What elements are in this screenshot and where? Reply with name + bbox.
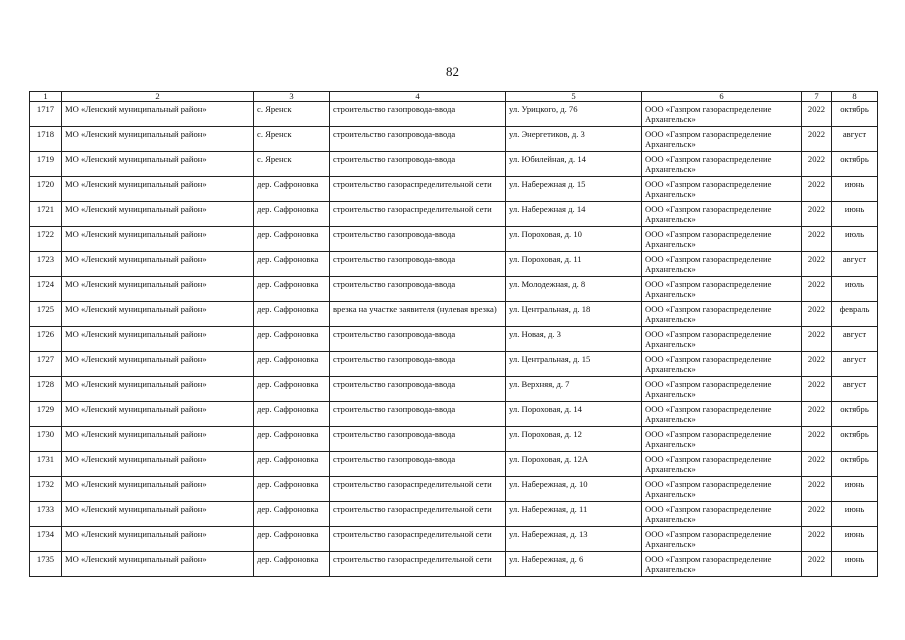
header-row [30, 92, 878, 102]
municipality-cell: МО «Ленский муниципальный район» [62, 352, 254, 377]
municipality-cell: МО «Ленский муниципальный район» [62, 427, 254, 452]
address-cell: ул. Урицкого, д. 76 [506, 102, 642, 127]
organization-cell: ООО «Газпром газораспределение Архангельск» [642, 352, 802, 377]
row-number-cell: 1721 [30, 202, 62, 227]
settlement-cell: дер. Сафроновка [254, 552, 330, 577]
table-row [30, 527, 878, 552]
address-cell: ул. Набережная, д. 10 [506, 477, 642, 502]
municipality-cell: МО «Ленский муниципальный район» [62, 552, 254, 577]
row-number-cell: 1720 [30, 177, 62, 202]
settlement-cell: дер. Сафроновка [254, 402, 330, 427]
municipality-cell: МО «Ленский муниципальный район» [62, 402, 254, 427]
month-cell: июнь [832, 527, 878, 552]
row-number-cell: 1735 [30, 552, 62, 577]
organization-cell: ООО «Газпром газораспределение Архангельск» [642, 552, 802, 577]
address-cell: ул. Набережная, д. 13 [506, 527, 642, 552]
organization-cell: ООО «Газпром газораспределение Архангельск» [642, 152, 802, 177]
row-number-cell: 1725 [30, 302, 62, 327]
row-number-cell: 1717 [30, 102, 62, 127]
month-cell: июнь [832, 202, 878, 227]
organization-cell: ООО «Газпром газораспределение Архангельск» [642, 327, 802, 352]
table-row [30, 277, 878, 302]
year-cell: 2022 [802, 477, 832, 502]
month-cell: август [832, 127, 878, 152]
year-cell: 2022 [802, 152, 832, 177]
table-row [30, 552, 878, 577]
work-type-cell: строительство газопровода-ввода [330, 102, 506, 127]
table-row [30, 502, 878, 527]
work-type-cell: строительство газопровода-ввода [330, 252, 506, 277]
municipality-cell: МО «Ленский муниципальный район» [62, 127, 254, 152]
settlement-cell: дер. Сафроновка [254, 177, 330, 202]
organization-cell: ООО «Газпром газораспределение Архангельск» [642, 252, 802, 277]
month-cell: июнь [832, 477, 878, 502]
municipality-cell: МО «Ленский муниципальный район» [62, 477, 254, 502]
row-number-cell: 1729 [30, 402, 62, 427]
work-type-cell: строительство газопровода-ввода [330, 402, 506, 427]
municipality-cell: МО «Ленский муниципальный район» [62, 302, 254, 327]
work-type-cell: строительство газопровода-ввода [330, 352, 506, 377]
work-type-cell: строительство газопровода-ввода [330, 377, 506, 402]
organization-cell: ООО «Газпром газораспределение Архангельск» [642, 302, 802, 327]
work-type-cell: строительство газопровода-ввода [330, 277, 506, 302]
address-cell: ул. Новая, д. 3 [506, 327, 642, 352]
municipality-cell: МО «Ленский муниципальный район» [62, 227, 254, 252]
work-type-cell: строительство газораспределительной сети [330, 502, 506, 527]
year-cell: 2022 [802, 327, 832, 352]
organization-cell: ООО «Газпром газораспределение Архангельск» [642, 127, 802, 152]
address-cell: ул. Пороховая, д. 11 [506, 252, 642, 277]
row-number-cell: 1722 [30, 227, 62, 252]
address-cell: ул. Энергетиков, д. 3 [506, 127, 642, 152]
year-cell: 2022 [802, 302, 832, 327]
year-cell: 2022 [802, 402, 832, 427]
table-row [30, 452, 878, 477]
table-header [30, 92, 878, 102]
work-type-cell: строительство газопровода-ввода [330, 152, 506, 177]
month-cell: октябрь [832, 402, 878, 427]
municipality-cell: МО «Ленский муниципальный район» [62, 327, 254, 352]
page-number: 82 [446, 64, 459, 79]
header-cell: 1 [30, 92, 62, 102]
month-cell: август [832, 252, 878, 277]
year-cell: 2022 [802, 252, 832, 277]
work-type-cell: строительство газопровода-ввода [330, 127, 506, 152]
settlement-cell: дер. Сафроновка [254, 202, 330, 227]
row-number-cell: 1733 [30, 502, 62, 527]
header-cell: 2 [62, 92, 254, 102]
organization-cell: ООО «Газпром газораспределение Архангельск» [642, 527, 802, 552]
settlement-cell: дер. Сафроновка [254, 277, 330, 302]
table-row [30, 377, 878, 402]
row-number-cell: 1718 [30, 127, 62, 152]
table-row [30, 202, 878, 227]
table-body [30, 102, 878, 577]
settlement-cell: дер. Сафроновка [254, 302, 330, 327]
row-number-cell: 1723 [30, 252, 62, 277]
month-cell: февраль [832, 302, 878, 327]
organization-cell: ООО «Газпром газораспределение Архангельск» [642, 202, 802, 227]
address-cell: ул. Центральная, д. 15 [506, 352, 642, 377]
address-cell: ул. Набережная д. 14 [506, 202, 642, 227]
settlement-cell: дер. Сафроновка [254, 452, 330, 477]
municipality-cell: МО «Ленский муниципальный район» [62, 102, 254, 127]
table-row [30, 477, 878, 502]
row-number-cell: 1724 [30, 277, 62, 302]
settlement-cell: дер. Сафроновка [254, 377, 330, 402]
address-cell: ул. Набережная д. 15 [506, 177, 642, 202]
data-table [29, 91, 878, 577]
table-row [30, 127, 878, 152]
work-type-cell: строительство газораспределительной сети [330, 527, 506, 552]
organization-cell: ООО «Газпром газораспределение Архангельск» [642, 477, 802, 502]
row-number-cell: 1731 [30, 452, 62, 477]
month-cell: август [832, 377, 878, 402]
address-cell: ул. Пороховая, д. 14 [506, 402, 642, 427]
work-type-cell: строительство газопровода-ввода [330, 327, 506, 352]
settlement-cell: дер. Сафроновка [254, 352, 330, 377]
row-number-cell: 1734 [30, 527, 62, 552]
year-cell: 2022 [802, 102, 832, 127]
municipality-cell: МО «Ленский муниципальный район» [62, 252, 254, 277]
table-row [30, 302, 878, 327]
year-cell: 2022 [802, 127, 832, 152]
settlement-cell: дер. Сафроновка [254, 477, 330, 502]
row-number-cell: 1726 [30, 327, 62, 352]
table-row [30, 227, 878, 252]
row-number-cell: 1719 [30, 152, 62, 177]
month-cell: октябрь [832, 427, 878, 452]
table-row [30, 352, 878, 377]
settlement-cell: дер. Сафроновка [254, 327, 330, 352]
settlement-cell: с. Яренск [254, 102, 330, 127]
organization-cell: ООО «Газпром газораспределение Архангельск» [642, 177, 802, 202]
work-type-cell: строительство газораспределительной сети [330, 552, 506, 577]
municipality-cell: МО «Ленский муниципальный район» [62, 452, 254, 477]
work-type-cell: строительство газораспределительной сети [330, 202, 506, 227]
year-cell: 2022 [802, 352, 832, 377]
month-cell: июнь [832, 177, 878, 202]
address-cell: ул. Юбилейная, д. 14 [506, 152, 642, 177]
year-cell: 2022 [802, 452, 832, 477]
municipality-cell: МО «Ленский муниципальный район» [62, 377, 254, 402]
municipality-cell: МО «Ленский муниципальный район» [62, 177, 254, 202]
month-cell: октябрь [832, 452, 878, 477]
row-number-cell: 1728 [30, 377, 62, 402]
month-cell: июль [832, 277, 878, 302]
year-cell: 2022 [802, 227, 832, 252]
table-row [30, 152, 878, 177]
organization-cell: ООО «Газпром газораспределение Архангельск» [642, 427, 802, 452]
address-cell: ул. Верхняя, д. 7 [506, 377, 642, 402]
work-type-cell: строительство газораспределительной сети [330, 177, 506, 202]
organization-cell: ООО «Газпром газораспределение Архангельск» [642, 452, 802, 477]
organization-cell: ООО «Газпром газораспределение Архангельск» [642, 377, 802, 402]
row-number-cell: 1730 [30, 427, 62, 452]
address-cell: ул. Центральная, д. 18 [506, 302, 642, 327]
municipality-cell: МО «Ленский муниципальный район» [62, 202, 254, 227]
organization-cell: ООО «Газпром газораспределение Архангельск» [642, 277, 802, 302]
address-cell: ул. Пороховая, д. 12 [506, 427, 642, 452]
header-cell: 6 [642, 92, 802, 102]
month-cell: октябрь [832, 152, 878, 177]
month-cell: июнь [832, 552, 878, 577]
row-number-cell: 1732 [30, 477, 62, 502]
table-row [30, 177, 878, 202]
address-cell: ул. Молодежная, д. 8 [506, 277, 642, 302]
year-cell: 2022 [802, 552, 832, 577]
organization-cell: ООО «Газпром газораспределение Архангельск» [642, 502, 802, 527]
settlement-cell: дер. Сафроновка [254, 502, 330, 527]
header-cell: 8 [832, 92, 878, 102]
municipality-cell: МО «Ленский муниципальный район» [62, 152, 254, 177]
year-cell: 2022 [802, 377, 832, 402]
settlement-cell: дер. Сафроновка [254, 252, 330, 277]
header-cell: 7 [802, 92, 832, 102]
table-row [30, 327, 878, 352]
header-cell: 5 [506, 92, 642, 102]
table-row [30, 402, 878, 427]
header-cell: 3 [254, 92, 330, 102]
work-type-cell: врезка на участке заявителя (нулевая врезка) [330, 302, 506, 327]
year-cell: 2022 [802, 502, 832, 527]
table-row [30, 252, 878, 277]
year-cell: 2022 [802, 427, 832, 452]
municipality-cell: МО «Ленский муниципальный район» [62, 277, 254, 302]
month-cell: июнь [832, 502, 878, 527]
settlement-cell: с. Яренск [254, 127, 330, 152]
work-type-cell: строительство газопровода-ввода [330, 227, 506, 252]
year-cell: 2022 [802, 177, 832, 202]
year-cell: 2022 [802, 277, 832, 302]
header-cell: 4 [330, 92, 506, 102]
table-row [30, 102, 878, 127]
settlement-cell: дер. Сафроновка [254, 427, 330, 452]
organization-cell: ООО «Газпром газораспределение Архангельск» [642, 227, 802, 252]
address-cell: ул. Пороховая, д. 12А [506, 452, 642, 477]
settlement-cell: дер. Сафроновка [254, 527, 330, 552]
address-cell: ул. Набережная, д. 6 [506, 552, 642, 577]
year-cell: 2022 [802, 202, 832, 227]
work-type-cell: строительство газораспределительной сети [330, 477, 506, 502]
year-cell: 2022 [802, 527, 832, 552]
month-cell: октябрь [832, 102, 878, 127]
municipality-cell: МО «Ленский муниципальный район» [62, 527, 254, 552]
settlement-cell: дер. Сафроновка [254, 227, 330, 252]
organization-cell: ООО «Газпром газораспределение Архангельск» [642, 402, 802, 427]
municipality-cell: МО «Ленский муниципальный район» [62, 502, 254, 527]
organization-cell: ООО «Газпром газораспределение Архангельск» [642, 102, 802, 127]
month-cell: июль [832, 227, 878, 252]
table-row [30, 427, 878, 452]
settlement-cell: с. Яренск [254, 152, 330, 177]
address-cell: ул. Набережная, д. 11 [506, 502, 642, 527]
month-cell: август [832, 352, 878, 377]
month-cell: август [832, 327, 878, 352]
address-cell: ул. Пороховая, д. 10 [506, 227, 642, 252]
work-type-cell: строительство газопровода-ввода [330, 427, 506, 452]
work-type-cell: строительство газопровода-ввода [330, 452, 506, 477]
row-number-cell: 1727 [30, 352, 62, 377]
